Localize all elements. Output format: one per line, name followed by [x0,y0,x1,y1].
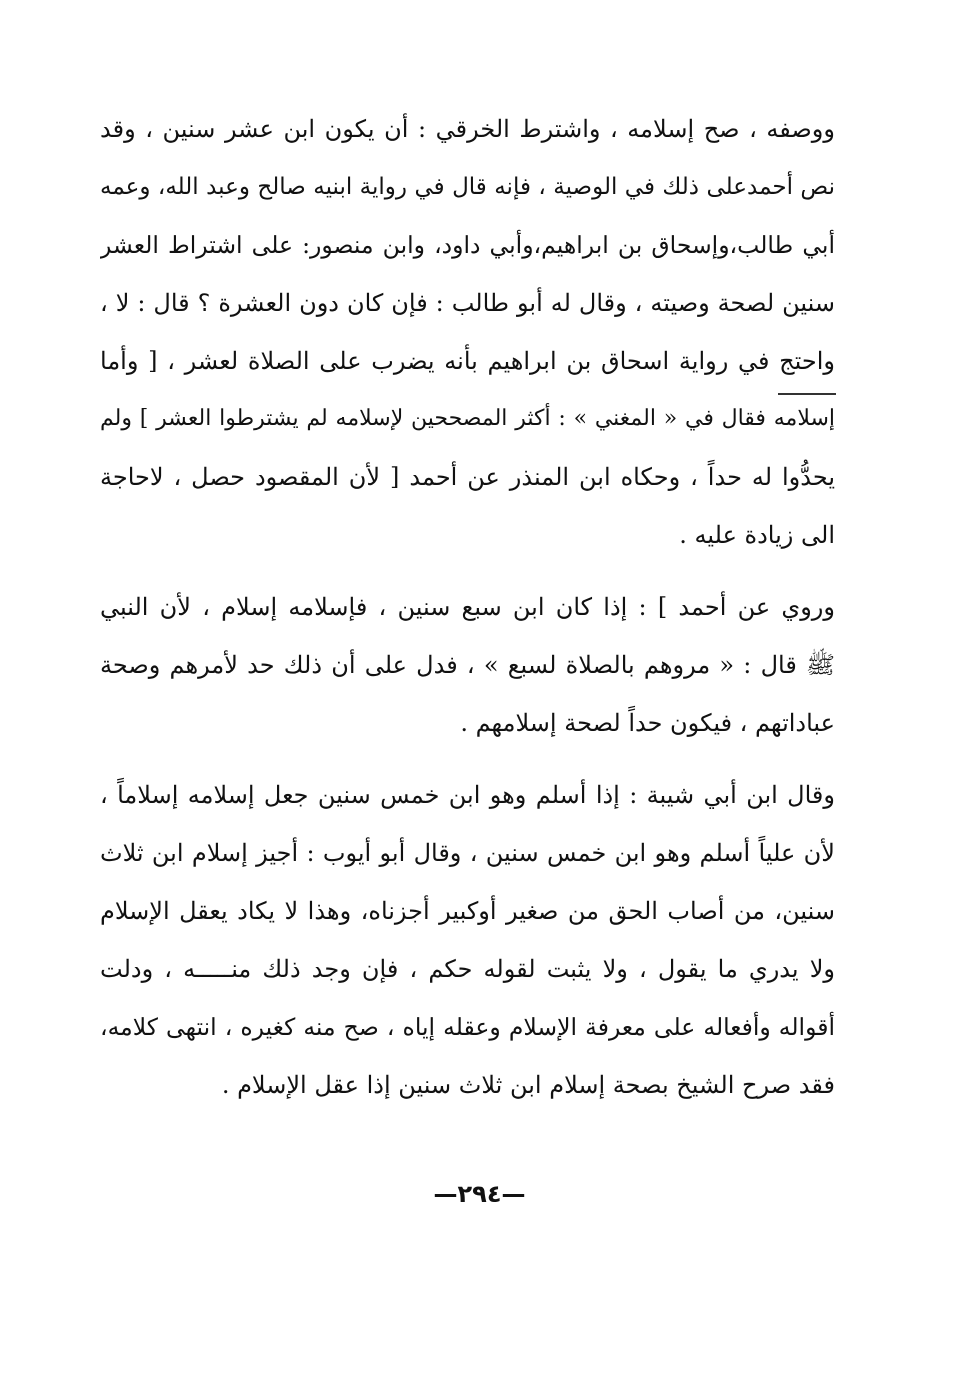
underline-mark [778,393,836,395]
text-line: يحدُّوا له حداً ، وحكاه ابن المنذر عن أحمد [ لأن المقصود حصل ، لاحاجة [100,463,835,491]
book-page-body [100,100,835,1114]
text-line: سنين، من أصاب الحق من صغير أوكبير أجزناه، وهذا لا يكاد يعقل الإسلام [100,897,835,925]
text-line: أقواله وأفعاله على معرفة الإسلام وعقله إياه ، صح منه كغيره ، انتهى كلامه، [100,1013,835,1041]
text-line: واحتج في رواية اسحاق بن ابراهيم بأنه يضرب على الصلاة لعشر ، [ وأما [100,347,835,375]
text-line: وروي عن أحمد ] : إذا كان ابن سبع سنين ، فإسلامه إسلام ، لأن النبي [100,593,835,621]
text-line: ﷺ قال : « مروهم بالصلاة لسبع » ، فدل على أن ذلك حد لأمرهم وصحة [100,651,835,679]
text-line: عباداتهم ، فيكون حداً لصحة إسلامهم . [460,709,835,737]
paragraph-2 [100,578,835,752]
text-line: لأن علياً أسلم وهو ابن خمس سنين ، وقال أبو أيوب : أجيز إسلام ابن ثلاث [100,839,835,867]
text-line: سنين لصحة وصيته ، وقال له أبو طالب : فإن كان دون العشرة ؟ قال : لا ، [100,289,835,317]
text-line: فقد صرح الشيخ بصحة إسلام ابن ثلاث سنين إذا عقل الإسلام . [221,1071,835,1099]
text-line: أبي طالب،وإسحاق بن ابراهيم،وأبي داود، وابن منصور: على اشتراط العشر [100,231,835,259]
text-line: نص أحمدعلى ذلك في الوصية ، فإنه قال في رواية ابنيه صالح وعبد الله، وعمه [100,174,835,200]
page-number: —٢٩٤— [433,1180,526,1208]
text-line: إسلامه فقال في « المغني » : أكثر المصححين لإسلامه لم يشترطوا العشر ] ولم [100,406,835,431]
text-line: الى زيادة عليه . [679,521,835,549]
text-line: ولا يدري ما يقول ، ولا يثبت لقوله حكم ، فإن وجد ذلك منـــــه ، ودلت [100,955,835,983]
paragraph-1 [100,100,835,564]
paragraph-3 [100,766,835,1114]
text-line: وقال ابن أبي شيبة : إذا أسلم وهو ابن خمس سنين جعل إسلامه إسلاماً ، [100,781,835,809]
text-line: ووصفه ، صح إسلامه ، واشترط الخرقي : أن يكون ابن عشر سنين ، وقد [100,115,835,143]
